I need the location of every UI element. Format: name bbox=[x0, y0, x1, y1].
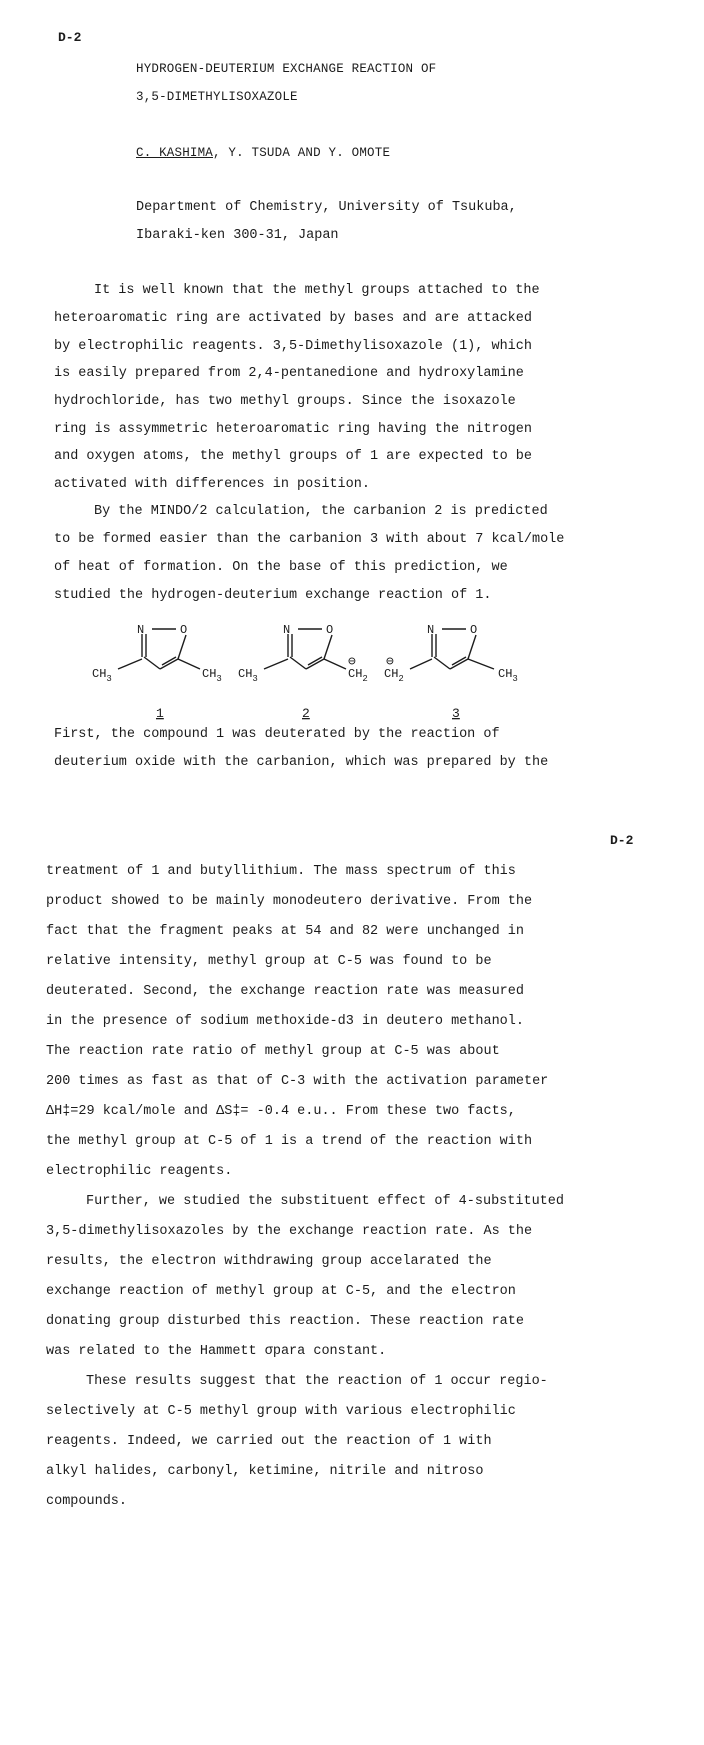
methyl-group: $CH_3$ bbox=[238, 667, 258, 684]
methyl-group: $CH_3$ bbox=[202, 667, 222, 684]
text-line: product showed to be mainly monodeutero derivative. From the bbox=[46, 894, 533, 909]
minus-charge: ⊖ bbox=[348, 654, 356, 669]
text-line: to be formed easier than the carbanion 3 with about 7 kcal/mole bbox=[54, 532, 565, 547]
atom-o: O bbox=[470, 623, 478, 637]
text-line: the methyl group at C-5 of 1 is a trend of the reaction with bbox=[46, 1134, 533, 1149]
affiliation-line-1: Department of Chemistry, University of Tsukuba, bbox=[136, 200, 517, 215]
text-line: results, the electron withdrawing group accelarated the bbox=[46, 1254, 492, 1269]
text-line: reagents. Indeed, we carried out the reaction of 1 with bbox=[46, 1434, 492, 1449]
text-line: alkyl halides, carbonyl, ketimine, nitrile and nitroso bbox=[46, 1464, 484, 1479]
text-line: of heat of formation. On the base of this prediction, we bbox=[54, 560, 508, 575]
compound-label-3: 3 bbox=[452, 706, 460, 721]
text-line: These results suggest that the reaction of 1 occur regio- bbox=[86, 1374, 548, 1389]
text-line: fact that the fragment peaks at 54 and 82 were unchanged in bbox=[46, 924, 524, 939]
page-tag-2: D-2 bbox=[610, 833, 634, 848]
text-line: By the MINDO/2 calculation, the carbanion 2 is predicted bbox=[94, 504, 548, 519]
minus-charge: ⊖ bbox=[386, 654, 394, 669]
atom-o: O bbox=[180, 623, 188, 637]
text-line: deuterium oxide with the carbanion, which was prepared by the bbox=[54, 755, 549, 770]
text-line: It is well known that the methyl groups attached to the bbox=[94, 283, 540, 298]
atom-n: N bbox=[137, 623, 145, 637]
author-list bbox=[136, 146, 390, 160]
compound-label-1: 1 bbox=[156, 706, 164, 721]
text-line: heteroaromatic ring are activated by bases and are attacked bbox=[54, 311, 532, 326]
isoxazole-structures bbox=[0, 615, 704, 725]
compound-label-2: 2 bbox=[302, 706, 310, 721]
text-line: Further, we studied the substituent effect of 4-substituted bbox=[86, 1194, 564, 1209]
text-line: compounds. bbox=[46, 1494, 128, 1509]
text-line: activated with differences in position. bbox=[54, 477, 370, 492]
paper-title-line-2: 3,5-DIMETHYLISOXAZOLE bbox=[136, 90, 298, 104]
co-authors: , Y. TSUDA AND Y. OMOTE bbox=[213, 146, 391, 160]
text-line: 3,5-dimethylisoxazoles by the exchange reaction rate. As the bbox=[46, 1224, 533, 1239]
text-line: selectively at C-5 methyl group with various electrophilic bbox=[46, 1404, 516, 1419]
text-line: in the presence of sodium methoxide-d3 in deutero methanol. bbox=[46, 1014, 524, 1029]
text-line: ring is assymmetric heteroaromatic ring having the nitrogen bbox=[54, 422, 532, 437]
text-line: exchange reaction of methyl group at C-5, and the electron bbox=[46, 1284, 516, 1299]
atom-o: O bbox=[326, 623, 334, 637]
corresponding-author: C. KASHIMA bbox=[136, 146, 214, 160]
text-line: is easily prepared from 2,4-pentanedione and hydroxylamine bbox=[54, 366, 524, 381]
paper-title-line-1: HYDROGEN-DEUTERIUM EXCHANGE REACTION OF bbox=[136, 62, 437, 76]
text-line: ΔH‡=29 kcal/mole and ΔS‡= -0.4 e.u.. From these two facts, bbox=[46, 1104, 516, 1119]
methyl-group: $CH_3$ bbox=[92, 667, 112, 684]
methylene-carbanion: $CH_2$ bbox=[384, 667, 404, 684]
atom-n: N bbox=[283, 623, 291, 637]
text-line: electrophilic reagents. bbox=[46, 1164, 233, 1179]
methyl-group: $CH_3$ bbox=[498, 667, 518, 684]
text-line: studied the hydrogen-deuterium exchange reaction of 1. bbox=[54, 588, 492, 603]
text-line: donating group disturbed this reaction. These reaction rate bbox=[46, 1314, 524, 1329]
methylene-carbanion: $CH_2$ bbox=[348, 667, 368, 684]
page-tag: D-2 bbox=[58, 30, 82, 45]
text-line: treatment of 1 and butyllithium. The mass spectrum of this bbox=[46, 864, 516, 879]
affiliation-line-2: Ibaraki-ken 300-31, Japan bbox=[136, 228, 339, 243]
text-line: First, the compound 1 was deuterated by the reaction of bbox=[54, 727, 500, 742]
text-line: deuterated. Second, the exchange reaction rate was measured bbox=[46, 984, 524, 999]
text-line: hydrochloride, has two methyl groups. Since the isoxazole bbox=[54, 394, 516, 409]
text-line: by electrophilic reagents. 3,5-Dimethylisoxazole (1), which bbox=[54, 339, 532, 354]
text-line: relative intensity, methyl group at C-5 was found to be bbox=[46, 954, 492, 969]
text-line: 200 times as fast as that of C-3 with the activation parameter bbox=[46, 1074, 549, 1089]
text-line: was related to the Hammett σpara constant. bbox=[46, 1344, 387, 1359]
text-line: The reaction rate ratio of methyl group at C-5 was about bbox=[46, 1044, 500, 1059]
text-line: and oxygen atoms, the methyl groups of 1 are expected to be bbox=[54, 449, 532, 464]
atom-n: N bbox=[427, 623, 435, 637]
